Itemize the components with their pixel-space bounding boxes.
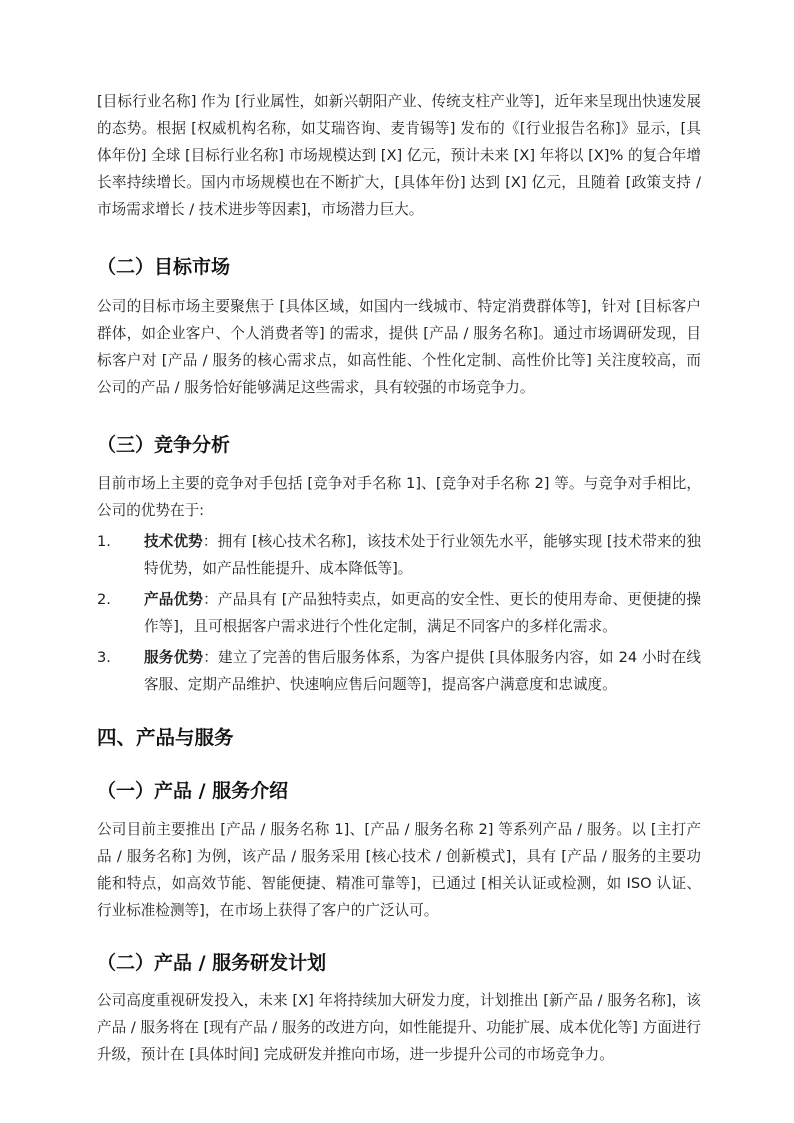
advantage-term: 服务优势 (144, 649, 204, 666)
product-intro-paragraph: 公司目前主要推出 [产品 / 服务名称 1]、[产品 / 服务名称 2] 等系列产品 / 服务。以 [主打产品 / 服务名称] 为例，该产品 / 服务采用 [核心技术 / 创新模式]，具有 [产品 / 服务的主要功能和特点，如高效节能、智能便捷、精准可靠等]，已通过 [相关认证或检测，如 ISO 认证、行业标准检测等]，在市场上获得了客户的广泛认可。 (97, 821, 701, 919)
advantage-list (97, 528, 701, 698)
advantage-item (97, 586, 701, 640)
list-number: 2. (97, 591, 111, 608)
products-section-heading: 四、产品与服务 (97, 726, 234, 749)
rd-plan-heading: （二）产品 / 服务研发计划 (97, 952, 327, 974)
competition-intro: 目前市场上主要的竞争对手包括 [竞争对手名称 1]、[竞争对手名称 2] 等。与竞争对手相比，公司的优势在于: (97, 475, 701, 519)
advantage-text: ：拥有 [核心技术名称]，该技术处于行业领先水平，能够实现 [技术带来的独特优势，如产品性能提升、成本降低等]。 (144, 533, 701, 577)
competition-heading: （三）竞争分析 (97, 434, 231, 456)
list-number: 3. (97, 649, 111, 666)
document-page (97, 88, 701, 1068)
advantage-term: 技术优势 (144, 533, 203, 550)
target-market-paragraph: 公司的目标市场主要聚焦于 [具体区域，如国内一线城市、特定消费群体等]，针对 [目标客户群体，如企业客户、个人消费者等] 的需求，提供 [产品 / 服务名称]。通过市场调研发现，目标客户对 [产品 / 服务的核心需求点，如高性能、个性化定制、高性价比等] 关注度较高，而公司的产品 / 服务恰好能够满足这些需求，具有较强的市场竞争力。 (97, 298, 701, 396)
rd-plan-paragraph: 公司高度重视研发投入，未来 [X] 年将持续加大研发力度，计划推出 [新产品 / 服务名称]，该产品 / 服务将在 [现有产品 / 服务的改进方向，如性能提升、功能扩展、成本优化等] 方面进行升级，预计在 [具体时间] 完成研发并推向市场，进一步提升公司的市场竞争力。 (97, 992, 701, 1063)
product-intro-heading: （一）产品 / 服务介绍 (97, 780, 289, 802)
target-market-heading: （二）目标市场 (97, 256, 231, 278)
advantage-item (97, 528, 701, 582)
advantage-term: 产品优势 (144, 591, 204, 608)
advantage-text: ：产品具有 [产品独特卖点，如更高的安全性、更长的使用寿命、更便捷的操作等]，且可根据客户需求进行个性化定制，满足不同客户的多样化需求。 (144, 591, 701, 635)
advantage-item (97, 644, 701, 698)
list-number: 1. (97, 533, 111, 550)
advantage-text: ：建立了完善的售后服务体系，为客户提供 [具体服务内容，如 24 小时在线客服、定期产品维护、快速响应售后问题等]，提高客户满意度和忠诚度。 (144, 649, 701, 693)
market-overview-paragraph: [目标行业名称] 作为 [行业属性，如新兴朝阳产业、传统支柱产业等]，近年来呈现出快速发展的态势。根据 [权威机构名称，如艾瑞咨询、麦肯锡等] 发布的《[行业报告名称]》显示，[具体年份] 全球 [目标行业名称] 市场规模达到 [X] 亿元，预计未来 [X] 年将以 [X]% 的复合年增长率持续增长。国内市场规模也在不断扩大，[具体年份] 达到 [X] 亿元，且随着 [政策支持 / 市场需求增长 / 技术进步等因素]，市场潜力巨大。 (97, 93, 701, 218)
